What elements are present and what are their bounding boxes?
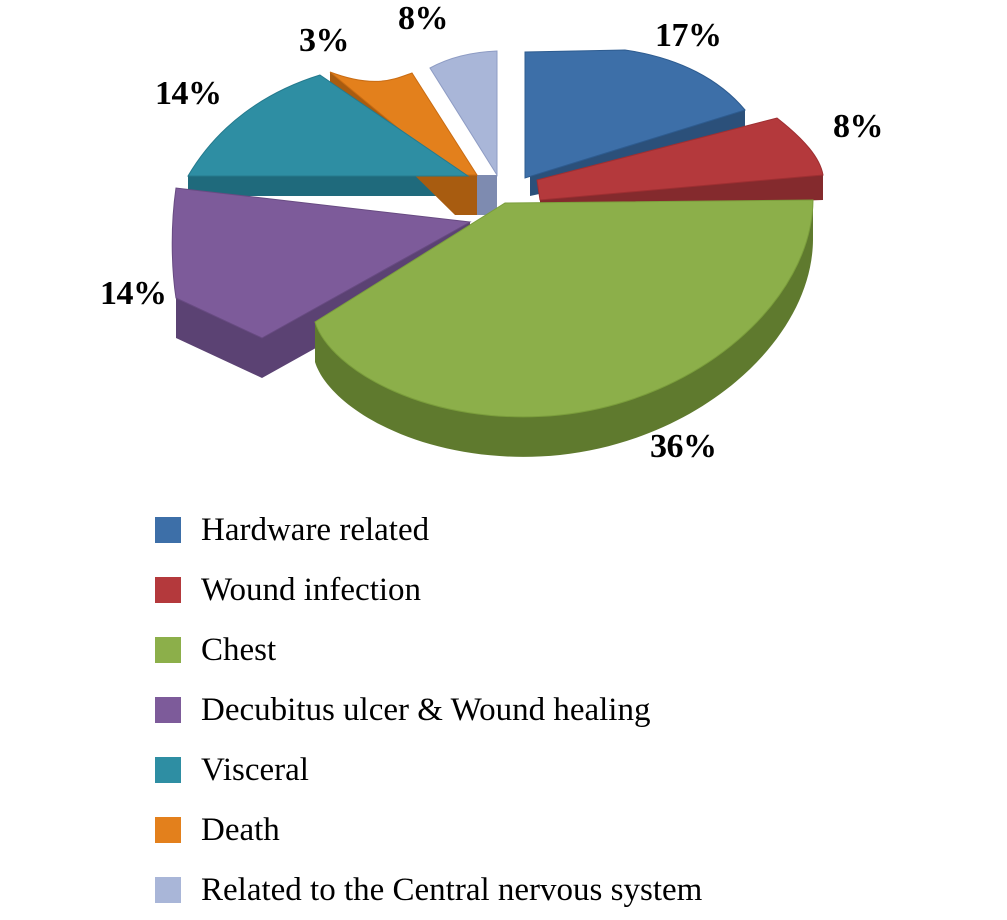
legend-label: Hardware related [201,511,430,548]
legend-label: Wound infection [201,571,422,608]
legend-swatch-icon [155,697,181,723]
legend [155,500,975,920]
legend-swatch-icon [155,757,181,783]
slice-side-cns [477,175,497,215]
data-label-death: 3% [299,22,349,59]
legend-label: Decubitus ulcer & Wound healing [201,691,651,728]
legend-label: Related to the Central nervous system [201,871,703,908]
data-label-decubitus: 14% [100,275,167,312]
legend-item-hardware-related[interactable] [155,500,975,560]
legend-item-decubitus-ulcer-wound-healing[interactable] [155,680,975,740]
data-label-hardware: 17% [655,17,722,54]
legend-item-related-to-the-central-nervous-system[interactable] [155,860,975,920]
legend-label: Visceral [201,751,309,788]
data-label-wound: 8% [833,108,883,145]
legend-label: Death [201,811,280,848]
data-label-visceral: 14% [155,75,222,112]
legend-swatch-icon [155,517,181,543]
legend-item-wound-infection[interactable] [155,560,975,620]
legend-item-chest[interactable] [155,620,975,680]
data-label-cns: 8% [398,0,448,37]
slice-side-death [455,175,477,215]
legend-swatch-icon [155,877,181,903]
data-label-chest: 36% [650,428,717,465]
legend-swatch-icon [155,637,181,663]
legend-label: Chest [201,631,277,668]
legend-swatch-icon [155,577,181,603]
legend-item-death[interactable] [155,800,975,860]
legend-item-visceral[interactable] [155,740,975,800]
legend-swatch-icon [155,817,181,843]
